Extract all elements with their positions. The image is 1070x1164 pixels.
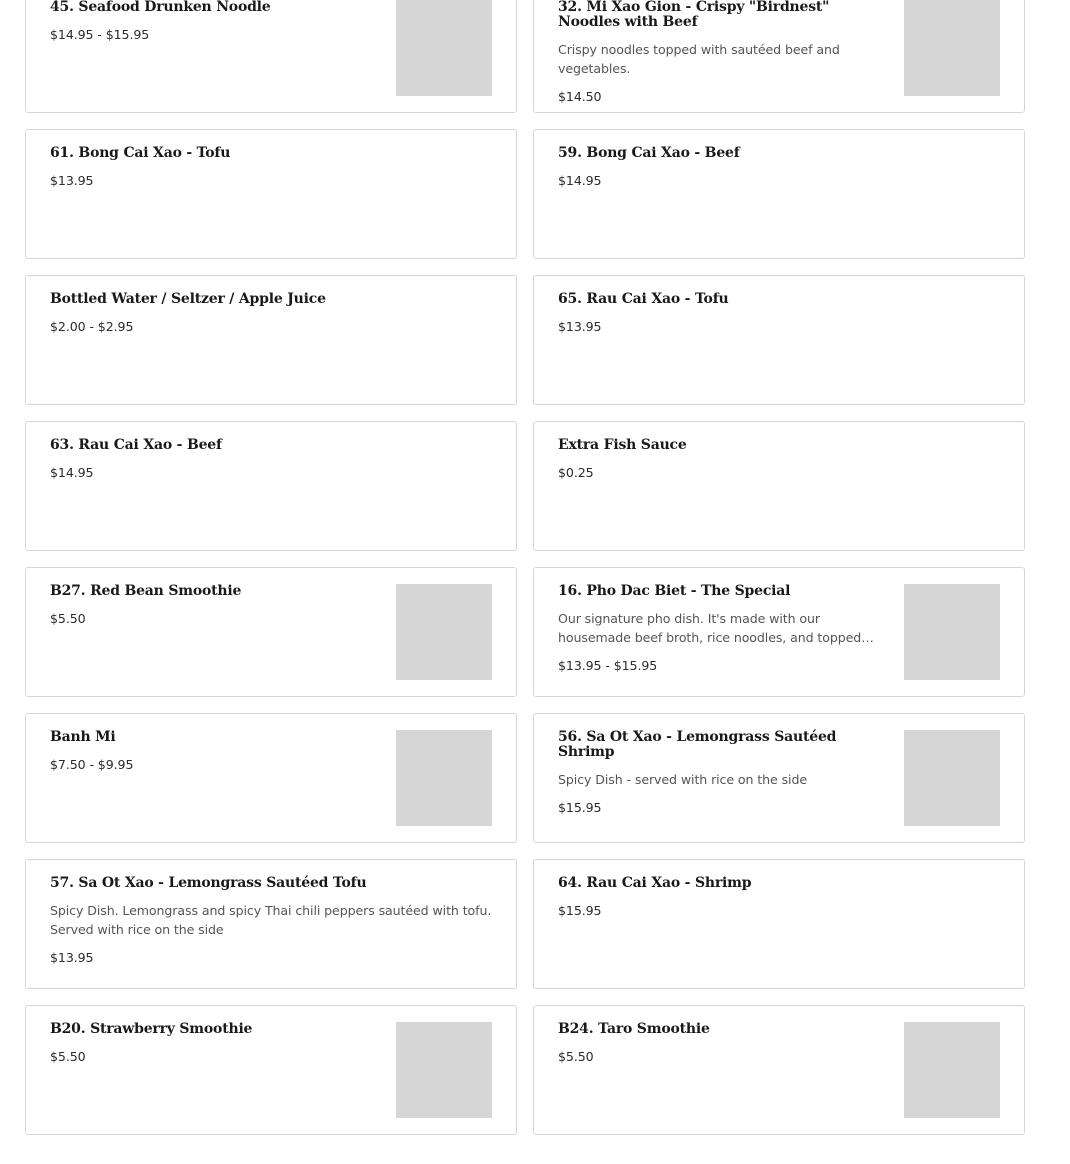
menu-item-card[interactable] bbox=[533, 421, 1025, 551]
menu-item-name: 57. Sa Ot Xao - Lemongrass Sautéed Tofu bbox=[50, 875, 367, 891]
menu-item-text bbox=[558, 438, 1000, 482]
menu-item-price: $13.95 bbox=[558, 319, 602, 334]
menu-item-text bbox=[50, 292, 492, 336]
menu-item-card[interactable] bbox=[533, 567, 1025, 697]
menu-item-text bbox=[50, 146, 492, 190]
menu-items-grid bbox=[25, 0, 1025, 1135]
menu-item-description: Spicy Dish. Lemongrass and spicy Thai chili peppers sautéed with tofu. Served with rice on the side bbox=[50, 903, 492, 937]
menu-item-price: $14.95 - $15.95 bbox=[50, 27, 150, 42]
menu-item-name: Extra Fish Sauce bbox=[558, 437, 687, 453]
menu-item-name: 65. Rau Cai Xao - Tofu bbox=[558, 291, 729, 307]
menu-item-card[interactable] bbox=[25, 567, 517, 697]
menu-item-name: B24. Taro Smoothie bbox=[558, 1021, 710, 1037]
menu-item-card[interactable] bbox=[25, 275, 517, 405]
menu-item-name: B27. Red Bean Smoothie bbox=[50, 583, 242, 599]
menu-item-price: $5.50 bbox=[50, 611, 86, 626]
menu-item-price: $15.95 bbox=[558, 800, 602, 815]
menu-item-text bbox=[50, 876, 492, 967]
menu-item-description: Spicy Dish - served with rice on the side bbox=[558, 772, 807, 787]
menu-item-card[interactable] bbox=[533, 0, 1025, 113]
menu-item-text bbox=[50, 438, 492, 482]
menu-item-image-placeholder bbox=[396, 584, 492, 680]
menu-item-card[interactable] bbox=[533, 1005, 1025, 1135]
menu-item-description: Our signature pho dish. It's made with our housemade beef broth, rice noodles, and topped bbox=[558, 611, 862, 645]
menu-item-card[interactable] bbox=[25, 0, 517, 113]
menu-item-text bbox=[558, 292, 1000, 336]
menu-item-card[interactable] bbox=[533, 129, 1025, 259]
menu-item-name: 63. Rau Cai Xao - Beef bbox=[50, 437, 222, 453]
menu-item-text bbox=[558, 146, 1000, 190]
menu-item-name: 45. Seafood Drunken Noodle bbox=[50, 0, 271, 15]
menu-item-text bbox=[558, 876, 1000, 920]
menu-item-price: $13.95 bbox=[50, 950, 94, 965]
menu-item-card[interactable] bbox=[533, 713, 1025, 843]
menu-item-name: 56. Sa Ot Xao - Lemongrass Sautéed Shrimp bbox=[558, 729, 837, 760]
menu-item-card[interactable] bbox=[25, 421, 517, 551]
menu-item-name: 59. Bong Cai Xao - Beef bbox=[558, 145, 740, 161]
menu-item-image-placeholder bbox=[396, 730, 492, 826]
menu-item-price: $13.95 - $15.95 bbox=[558, 658, 658, 673]
menu-item-card[interactable] bbox=[25, 1005, 517, 1135]
menu-item-price: $15.95 bbox=[558, 903, 602, 918]
menu-item-price: $0.25 bbox=[558, 465, 594, 480]
menu-item-description: Crispy noodles topped with sautéed beef and vegetables. bbox=[558, 42, 840, 76]
menu-item-name: 64. Rau Cai Xao - Shrimp bbox=[558, 875, 752, 891]
menu-item-name: 16. Pho Dac Biet - The Special bbox=[558, 583, 791, 599]
menu-item-name: 61. Bong Cai Xao - Tofu bbox=[50, 145, 231, 161]
menu-item-name: 32. Mi Xao Gion - Crispy "Birdnest" Noodles with Beef bbox=[558, 0, 830, 30]
menu-item-image-placeholder bbox=[904, 584, 1000, 680]
menu-item-image-placeholder bbox=[396, 1022, 492, 1118]
menu-item-image-placeholder bbox=[904, 1022, 1000, 1118]
menu-item-price: $14.95 bbox=[50, 465, 94, 480]
menu-item-image-placeholder bbox=[904, 730, 1000, 826]
menu-item-name: Banh Mi bbox=[50, 729, 116, 745]
menu-item-price: $14.50 bbox=[558, 89, 602, 104]
menu-item-image-placeholder bbox=[396, 0, 492, 96]
menu-item-card[interactable] bbox=[25, 713, 517, 843]
menu-item-card[interactable] bbox=[533, 859, 1025, 989]
menu-item-name: B20. Strawberry Smoothie bbox=[50, 1021, 253, 1037]
menu-item-price: $5.50 bbox=[50, 1049, 86, 1064]
menu-item-card[interactable] bbox=[25, 859, 517, 989]
menu-item-name: Bottled Water / Seltzer / Apple Juice bbox=[50, 291, 326, 307]
menu-item-price: $14.95 bbox=[558, 173, 602, 188]
menu-item-price: $7.50 - $9.95 bbox=[50, 757, 134, 772]
menu-item-card[interactable] bbox=[25, 129, 517, 259]
menu-item-card[interactable] bbox=[533, 275, 1025, 405]
menu-item-price: $13.95 bbox=[50, 173, 94, 188]
menu-item-price: $5.50 bbox=[558, 1049, 594, 1064]
menu-item-price: $2.00 - $2.95 bbox=[50, 319, 134, 334]
menu-item-image-placeholder bbox=[904, 0, 1000, 96]
